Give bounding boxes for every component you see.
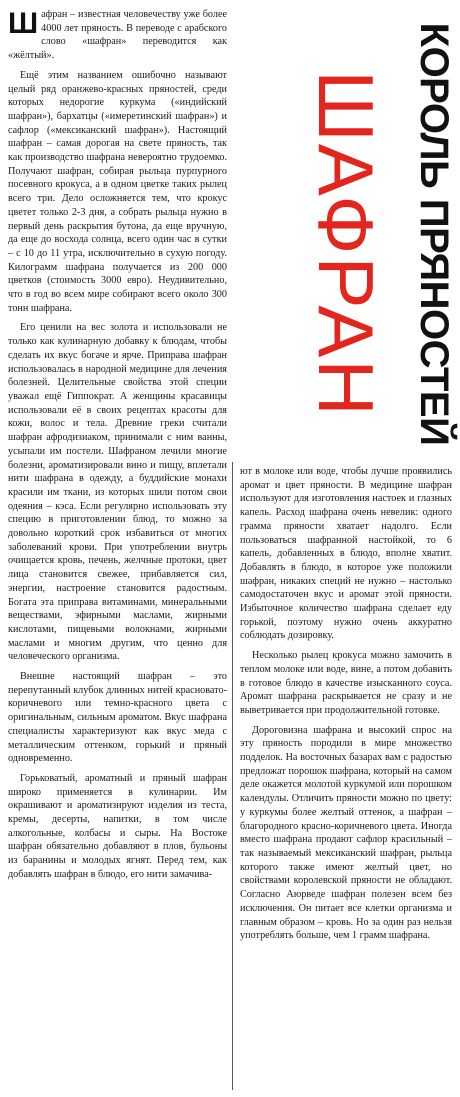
article-column-left [8,8,227,1090]
article-paragraph: Дороговизна шафрана и высокий спрос на эту пряность породили в мире множество подделок. На восточных базарах вам с радостью предложат порошок шафрана, который на самом деле окажется молотой куркумой или порошком календулы. Отличить пряности можно по цвету: у куркумы более желтый оттенок, а шафран – благородного красно-коричневого цвета. Иногда вместо шафрана продают сафлор красильный – так называемый мексиканский шафран, рыльца которого также имеют желтый цвет, но свойствами королевской пряности не обладают. Согласно Аюрведе шафран полезен всем без исключения. Он питает все клетки организма и главным образом – кровь. Но за один раз нельзя употреблять больше, чем 1 грамм шафрана. [240,724,452,942]
article-paragraph: Внешне настоящий шафран – это перепутанный клубок длинных нитей красновато-коричневого или темно-красного цвета с оригинальным, сильным ароматом. Вкус шафрана специалисты характеризуют как вкус меда с металлическим оттенком, горький и пряный одновременно. [8,671,227,765]
article-paragraph: Шафран – известная человечеству уже более 4000 лет пряность. В переводе с арабского слово «шафран» переводится как «жёлтый». [8,8,227,62]
headline-block [246,14,456,454]
article-paragraph: Ещё этим названием ошибочно называют целый ряд оранжево-красных пряностей, среди которых недорогие куркума («индийский шафран»), бархатцы («имеретинский шафран») и сафлор («мексиканский шафран»). Настоящий шафран – самая дорогая на свете пряность, так как производство шафрана невероятно трудоемко. Получают шафран, собирая рыльца пурпурного посевного крокуса, а в одном цветке таких рылец всего три. Дело осложняется тем, что крокус цветет только 2-3 дня, а собрать рыльца нужно в первый день раскрытия бутона, да еще вручную, да еще до восхода солнца, всего один час в сутки – с 10 до 11 утра, исключительно в сухую погоду. Килограмм шафрана получается из 200 000 цветков (стоимость 3000 евро). Неудивительно, что в год во всем мире собирают всего около 300 тонн шафрана. [8,69,227,314]
article-paragraph: Несколько рылец крокуса можно замочить в теплом молоке или воде, вине, а потом добавить в готовое блюдо в качестве изысканного соуса. Аромат шафрана раскрывается не сразу и не выветривается при продолжительной готовке. [240,650,452,716]
article-title: ШАФРАН [302,70,390,418]
drop-cap: Ш [8,8,39,40]
column-divider [232,462,233,1090]
article-paragraph: Его ценили на вес золота и использовали не только как кулинарную добавку к блюдам, чтобы сделать их вкус богаче и ярче. Приправа шафран использовалась в народной медицине для лечения болезней. Целительные свойства этой специи уважал ещё Гиппократ. А женщины красавицы использовали её в своих рецептах красоты для кожи, волос и тела. Древние греки считали шафран афродизиаком, принимали с ним ванны, усыпали им постели. Шафраном лечили многие болезни, ароматизировали вино и пищу, вплетали нити шафрана в одежду, а буддийские монахи красили им ткани, из которых шили потом свои одеяния – кэса. Если регулярно использовать эту специю в приготовлении блюд, то можно за довольно короткий срок избавиться от многих заболеваний крови. При употреблении внутрь очищается кровь, печень, желчные протоки, цвет лица становится свежее, прибавляется сил, энергии, настроение становится радостным. Богата эта приправа витаминами, минеральными веществами, эфирными маслами, жирными кислотами, пищевыми волокнами, жирными маслами и многим другим, что ценно для человеческого организма. [8,322,227,663]
article-subtitle: КОРОЛЬ ПРЯНОСТЕЙ [412,22,456,446]
article-paragraph: Горьковатый, ароматный и пряный шафран широко применяется в кулинарии. Им окрашивают и ароматизируют изделия из теста, кремы, десерты, напитки, в том числе алкогольные, колбасы и сыры. На Востоке шафран обязательно добавляют в плов, бульоны из баранины и молодых ягнят. Перед тем, как добавлять шафран в блюдо, его нити замачива- [8,772,227,880]
article-column-right [240,465,452,1090]
article-paragraph: ют в молоке или воде, чтобы лучше проявились аромат и цвет пряности. В медицине шафран используют для изготовления настоек и глазных капель. Расход шафрана очень невелик: одного грамма пряности хватает надолго. Если пользоваться шафранной настойкой, то 6 капель, добавленных в блюдо, вполне хватит. Добавлять в блюдо, в которое уже положили шафран, никаких специй не нужно – настолько самодостаточен вкус и аромат этой пряности. Избыточное количество шафрана сделает еду горькой, поэтому нужно очень аккуратно соблюдать дозировку. [240,466,452,642]
